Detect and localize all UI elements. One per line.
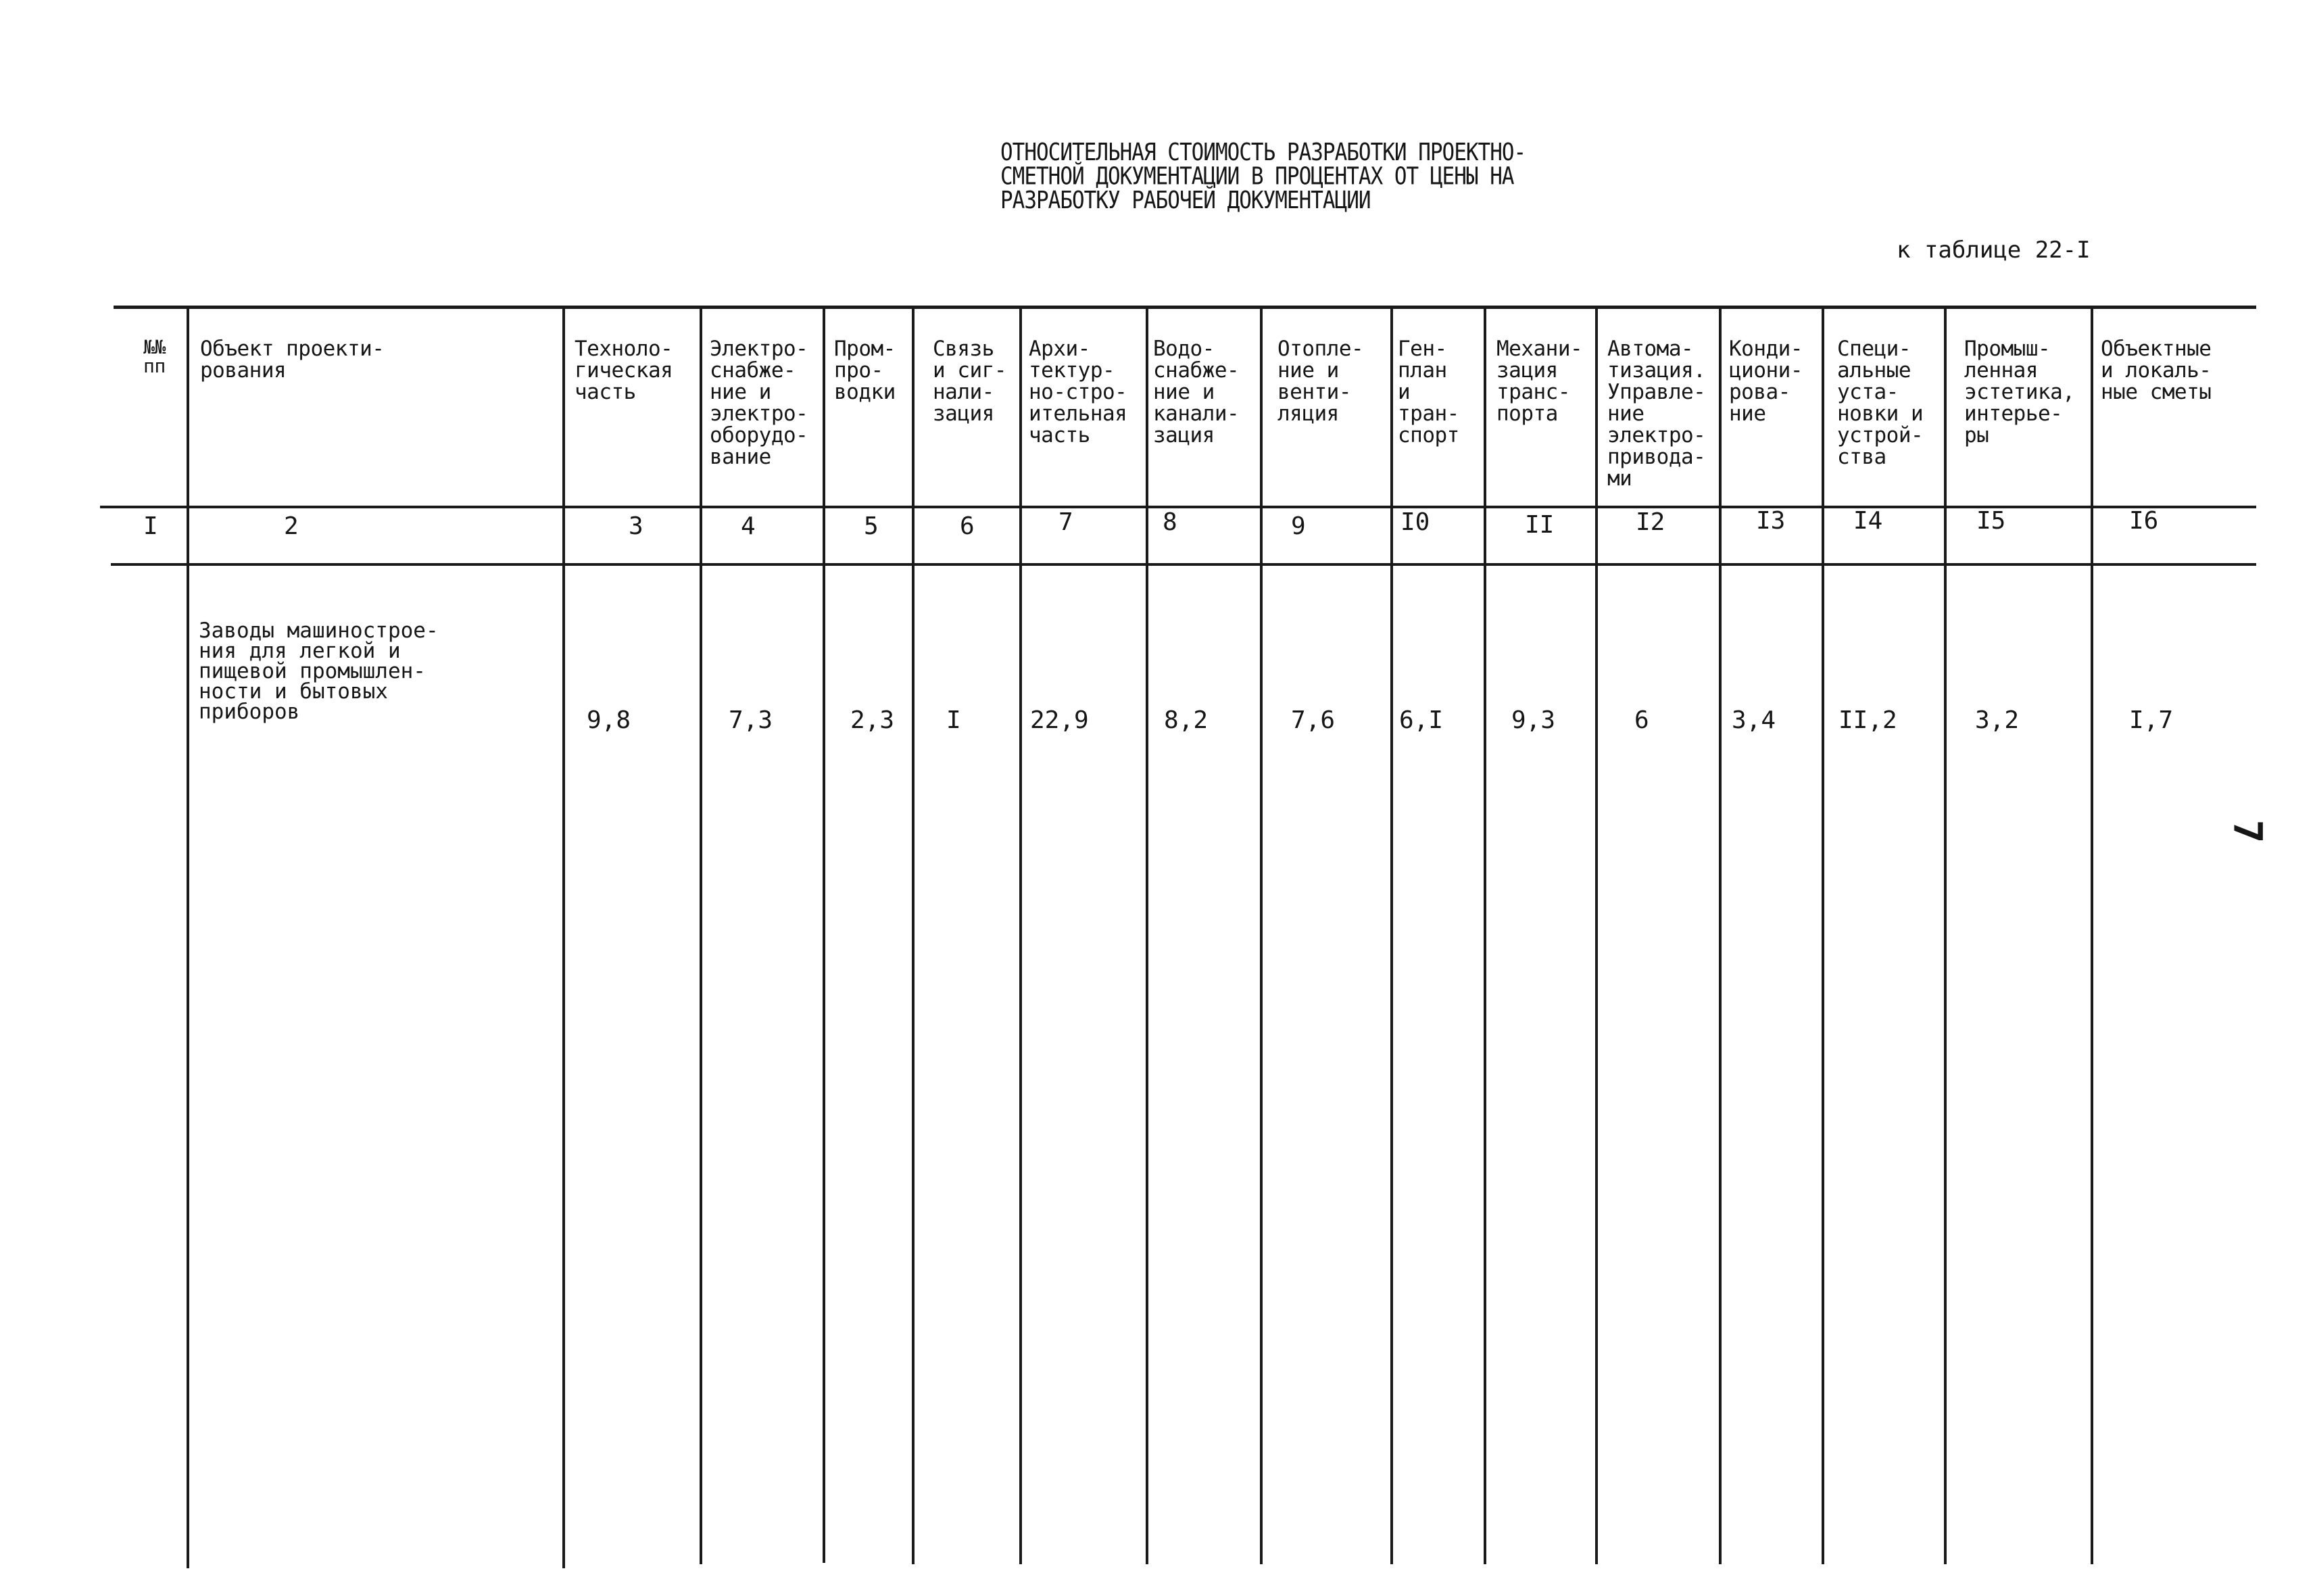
table-cell: 3,4 [1732, 706, 1776, 734]
column-divider [1484, 306, 1486, 1564]
header-cell: Конди- циони- рова- ние [1729, 337, 1803, 426]
column-number: I4 [1853, 507, 1883, 535]
table-top-rule [114, 306, 2256, 309]
table-cell: 6,I [1399, 706, 1444, 734]
header-cell: Отопле- ние и венти- ляция [1277, 337, 1364, 426]
header-cell: Пром- про- водки [834, 337, 896, 404]
header-bottom-rule [100, 506, 2256, 508]
header-cell: Автома- тизация. Управле- ние электро- привода- ми [1607, 337, 1706, 491]
column-number: I [143, 512, 158, 540]
table-cell: 8,2 [1164, 706, 1209, 734]
table-cell: 7,3 [729, 706, 773, 734]
column-divider [1595, 306, 1598, 1564]
table-cell: 6 [1634, 706, 1649, 734]
title-line-2: СМЕТНОЙ ДОКУМЕНТАЦИИ В ПРОЦЕНТАХ ОТ ЦЕНЫ НА [1000, 162, 1514, 191]
column-number: 7 [1058, 508, 1073, 536]
table-cell: I [946, 706, 961, 734]
table-cell: II,2 [1838, 706, 1897, 734]
header-cell: Водо- снабже- ние и канали- зация [1153, 337, 1240, 448]
column-divider [1822, 306, 1824, 1564]
header-cell: Электро- снабже- ние и электро- оборудо- вание [710, 337, 808, 469]
table-cell: 9,3 [1511, 706, 1556, 734]
header-cell: №№ пп [143, 336, 166, 377]
column-number: 4 [741, 512, 756, 540]
page-number: 7 [2224, 819, 2271, 844]
column-divider [1019, 306, 1022, 1564]
title-line-3: РАЗРАБОТКУ РАБОЧЕЙ ДОКУМЕНТАЦИИ [1000, 186, 1371, 215]
column-divider [912, 306, 915, 1564]
header-cell: Механи- зация транс- порта [1496, 337, 1583, 426]
column-number: 2 [284, 512, 299, 540]
header-cell: Архи- тектур- но-стро- ительная часть [1029, 337, 1127, 448]
document-title [1000, 138, 1676, 215]
column-number: 3 [629, 512, 643, 540]
column-number: II [1525, 511, 1555, 539]
table-cell: 9,8 [587, 706, 631, 734]
column-divider [1260, 306, 1263, 1564]
column-number: 9 [1291, 512, 1306, 540]
column-divider [187, 306, 189, 1568]
column-divider [562, 306, 565, 1568]
header-cell: Специ- альные уста- новки и устрой- ства [1837, 337, 1924, 469]
column-number: I6 [2129, 507, 2159, 535]
column-number: I0 [1400, 508, 1430, 536]
column-divider [700, 306, 702, 1564]
header-cell: Объект проекти- рования [200, 337, 385, 383]
header-cell: Ген- план и тран- спорт [1398, 337, 1459, 448]
column-number: 8 [1163, 508, 1177, 536]
numbering-bottom-rule [111, 563, 2256, 566]
column-divider [1719, 306, 1722, 1564]
column-number: 6 [960, 512, 975, 540]
table-cell: 3,2 [1975, 706, 2020, 734]
column-divider [2091, 306, 2093, 1564]
table-reference: к таблице 22-I [1897, 237, 2091, 264]
column-number: I3 [1756, 507, 1786, 535]
header-cell: Техноло- гическая часть [575, 337, 673, 404]
header-cell: Связь и сиг- нали- зация [933, 337, 1006, 426]
table-cell: I,7 [2129, 706, 2174, 734]
column-divider [1146, 306, 1148, 1564]
table-cell: 22,9 [1030, 706, 1089, 734]
row-object-label: Заводы машинострое- ния для легкой и пищевой промышлен- ности и бытовых приборов [199, 619, 439, 724]
column-divider [1390, 306, 1393, 1564]
column-number: I5 [1976, 507, 2006, 535]
header-cell: Промыш- ленная эстетика, интерье- ры [1964, 337, 2075, 448]
column-divider [1944, 306, 1947, 1564]
table-cell: 7,6 [1291, 706, 1336, 734]
table-cell: 2,3 [850, 706, 895, 734]
column-number: I2 [1636, 508, 1665, 536]
header-cell: Объектные и локаль- ные сметы [2101, 337, 2212, 404]
column-number: 5 [864, 512, 879, 540]
column-divider [823, 306, 825, 1563]
title-line-1: ОТНОСИТЕЛЬНАЯ СТОИМОСТЬ РАЗРАБОТКИ ПРОЕКТНО- [1000, 138, 1526, 166]
